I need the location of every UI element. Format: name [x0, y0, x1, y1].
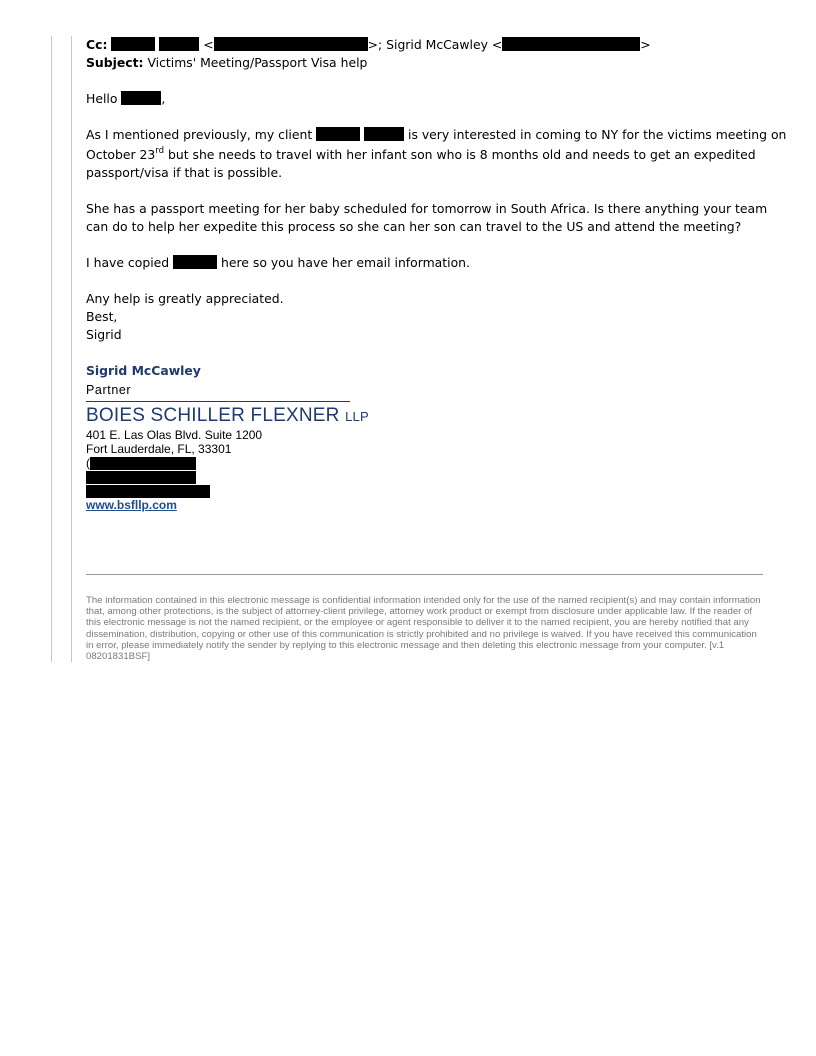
redaction — [173, 255, 217, 269]
signature-address — [86, 428, 262, 499]
cc-label: Cc: — [86, 37, 108, 52]
p1-text: but she needs to travel with her infant son who is 8 months old and needs to get an expedited — [164, 147, 756, 162]
closing: Best, — [86, 309, 118, 324]
paragraph-1 — [86, 146, 776, 164]
disclaimer-divider — [86, 574, 763, 575]
greeting-comma: , — [161, 91, 166, 106]
redaction — [364, 127, 404, 141]
p1-text: As I mentioned previously, my client — [86, 127, 317, 142]
paragraph-2: She has a passport meeting for her baby scheduled for tomorrow in South Africa. Is there anything your team — [86, 201, 768, 216]
greeting — [86, 90, 776, 108]
email-body — [86, 36, 787, 399]
paragraph-3 — [86, 254, 776, 272]
redaction — [90, 457, 196, 470]
redaction — [86, 471, 196, 484]
quote-bar-inner — [71, 36, 72, 662]
redaction — [121, 91, 161, 105]
p1-text: passport/visa if that is possible. — [86, 165, 283, 180]
firm-name — [86, 405, 369, 427]
cc-text: > — [640, 37, 651, 52]
phone-prefix: ( — [86, 456, 90, 470]
paragraph-2: can do to help her expedite this process so she can her son can travel to the US and attend the meeting? — [86, 219, 742, 234]
cc-text: < — [199, 37, 214, 52]
p1-superscript: rd — [155, 146, 165, 156]
redaction — [214, 37, 368, 51]
subject-line — [86, 54, 776, 72]
cc-line — [86, 36, 776, 54]
signature-name: Sigrid McCawley — [86, 363, 201, 378]
phone-line — [86, 456, 262, 470]
paragraph-4: Any help is greatly appreciated. — [86, 291, 284, 306]
redaction — [316, 127, 360, 141]
p1-text: October 23 — [86, 147, 156, 162]
confidentiality-disclaimer: The information contained in this electronic message is confidential information intended only for the use of the named recipient(s) and may contain information that, among other protections, is the subject of attorney-client privilege, attorney work product or exempt from disclosure under applicable law. If the reader of this electronic message is not the named recipient, or the employee or agent responsible to deliver it to the named recipient, you are hereby notified that any dissemination, distribution, copying or other use of this communication is strictly prohibited and no privilege is waived. If you have received this communication in error, please immediately notify the sender by replying to this electronic message and then deleting this electronic message from your computer. [v.1 08201831BSF] — [86, 595, 761, 663]
cc-text: >; Sigrid McCawley < — [367, 37, 503, 52]
redaction — [502, 37, 640, 51]
website-link[interactable]: www.bsfllp.com — [86, 498, 177, 512]
address-line-1: 401 E. Las Olas Blvd. Suite 1200 — [86, 428, 263, 442]
signature-title: Partner — [86, 383, 132, 397]
p1-text: is very interested in coming to NY for the victims meeting on — [404, 127, 787, 142]
redaction — [86, 485, 210, 498]
p3-text: I have copied — [86, 255, 174, 270]
firm-suffix: LLP — [345, 409, 369, 424]
paragraph-1 — [86, 126, 787, 144]
firm-name-text: BOIES SCHILLER FLEXNER — [86, 405, 346, 426]
p3-text: here so you have her email information. — [217, 255, 470, 270]
subject-label: Subject: — [86, 55, 144, 70]
paragraph-1 — [86, 164, 776, 182]
redaction — [159, 37, 199, 51]
subject-text: Victims' Meeting/Passport Visa help — [143, 55, 368, 70]
signature-rule — [86, 401, 350, 402]
greeting-text: Hello — [86, 91, 122, 106]
redaction — [111, 37, 155, 51]
quote-bar-outer — [51, 36, 52, 662]
signoff: Sigrid — [86, 327, 122, 342]
address-line-2: Fort Lauderdale, FL, 33301 — [86, 442, 232, 456]
